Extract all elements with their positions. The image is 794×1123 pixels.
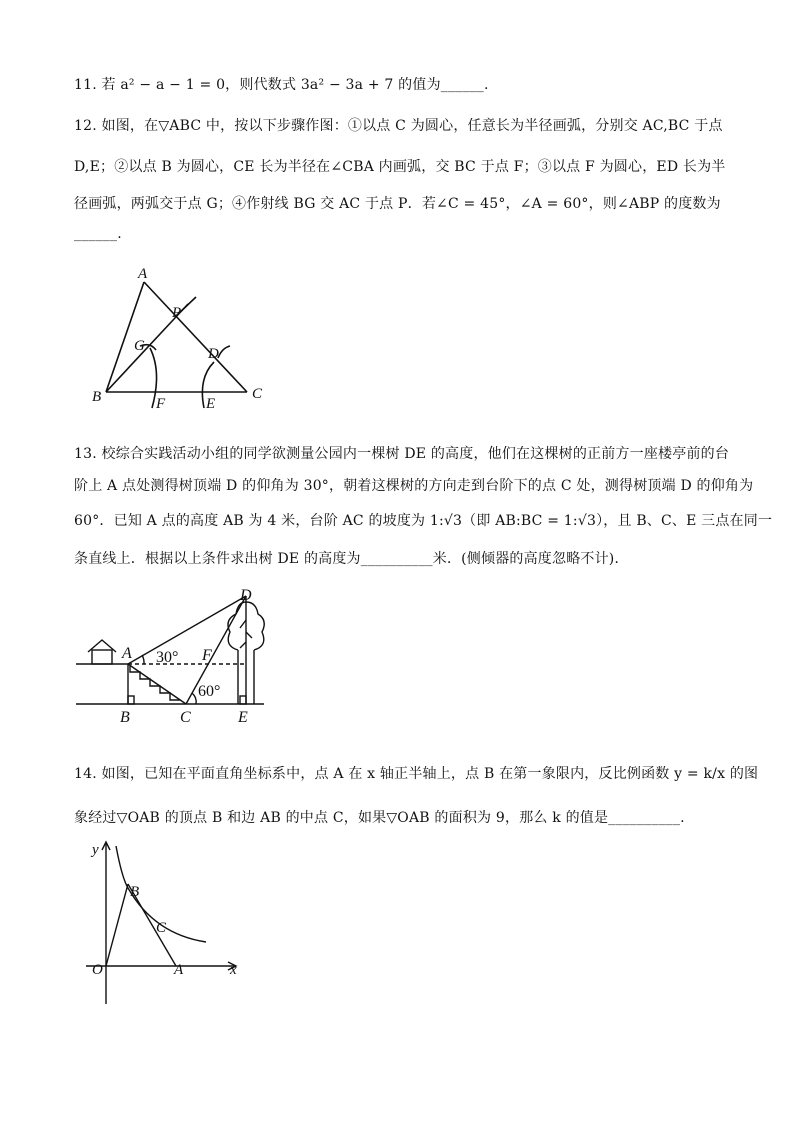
q11-line-1: 11. 若 a² − a − 1 = 0，则代数式 3a² − 3a + 7 的值为______.: [74, 77, 489, 93]
label-c: C: [252, 386, 263, 402]
q14-line-2: 象经过▽OAB 的顶点 B 和边 AB 的中点 C，如果▽OAB 的面积为 9，那么 k 的值是__________.: [74, 810, 685, 826]
label-e: E: [238, 709, 248, 726]
q13-line-2: 阶上 A 点处测得树顶端 D 的仰角为 30°，朝着这棵树的方向走到台阶下的点 C 处，测得树顶端 D 的仰角为: [74, 478, 754, 494]
arc-d: [218, 346, 230, 358]
label-a: A: [174, 962, 184, 978]
q13-line-3: 60°．已知 A 点的高度 AB 为 4 米，台阶 AC 的坡度为 1:√3（即 AB:BC = 1:√3），且 B、C、E 三点在同一: [74, 513, 773, 529]
label-a: A: [138, 266, 148, 282]
label-b: B: [120, 709, 130, 726]
house-body: [92, 650, 112, 664]
angle-arc-30: [142, 655, 144, 664]
label-angle-60: 60°: [198, 683, 221, 700]
q13-line-1: 13. 校综合实践活动小组的同学欲测量公园内一棵树 DE 的高度，他们在这棵树的正前方一座楼亭前的台: [74, 446, 730, 462]
q13-line-4: 条直线上．根据以上条件求出树 DE 的高度为__________米．(侧倾器的高度忽略不计)．: [74, 551, 629, 567]
segment-ab: [106, 282, 144, 392]
q12-line-1: 12. 如图，在▽ABC 中，按以下步骤作图：①以点 C 为圆心，任意长为半径画弧，分别交 AC,BC 于点: [74, 118, 723, 134]
label-d: D: [240, 587, 252, 604]
label-y: y: [92, 842, 99, 858]
label-p: P: [172, 305, 182, 321]
segment-ob: [106, 884, 128, 966]
right-angle-e: [240, 696, 246, 704]
right-angle-b: [128, 696, 134, 704]
segment-ad: [128, 596, 246, 664]
q12-line-2: D,E；②以点 B 为圆心，CE 长为半径在∠CBA 内画弧，交 BC 于点 F；③以点 F 为圆心，ED 长为半: [74, 159, 726, 175]
label-f: F: [156, 396, 166, 412]
label-b: B: [130, 884, 140, 900]
q12-line-4: ______.: [74, 226, 122, 242]
label-b: B: [92, 389, 102, 405]
label-f: F: [202, 647, 212, 664]
label-c: C: [180, 709, 191, 726]
q14-coordinate-figure: [84, 836, 254, 1006]
label-c: C: [156, 920, 167, 936]
label-x: x: [230, 962, 237, 978]
segment-ac: [128, 664, 186, 704]
q13-tree-figure: [74, 580, 284, 730]
angle-arc-60: [192, 693, 196, 704]
label-a: A: [122, 645, 132, 662]
q12-triangle-figure: [84, 262, 284, 412]
q12-line-3: 径画弧，两弧交于点 G；④作射线 BG 交 AC 于点 P．若∠C = 45°，∠A = 60°，则∠ABP 的度数为: [74, 196, 721, 212]
label-o: O: [92, 962, 103, 978]
q14-line-1: 14. 如图，已知在平面直角坐标系中，点 A 在 x 轴正半轴上，点 B 在第一象限内，反比例函数 y = k/x 的图: [74, 766, 759, 782]
label-g: G: [134, 338, 145, 354]
label-d: D: [208, 346, 219, 362]
label-angle-30: 30°: [156, 649, 179, 666]
label-e: E: [206, 396, 216, 412]
